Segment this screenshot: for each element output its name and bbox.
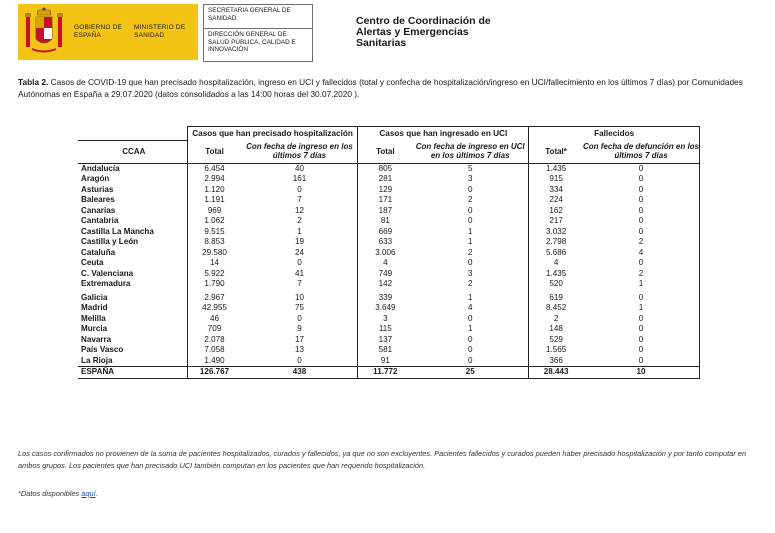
value-cell: 0 (583, 174, 700, 185)
value-cell: 5.686 (529, 248, 583, 259)
value-cell: 0 (467, 216, 473, 225)
value-cell: 749 (358, 269, 412, 280)
total-value-cell: 438 (241, 367, 357, 379)
value-cell: 0 (467, 184, 473, 194)
caption-label: Tabla 2. (18, 77, 49, 87)
value-cell: 915 (529, 174, 583, 185)
table-row (78, 290, 700, 304)
table-row (78, 206, 700, 217)
ccaa-name-cell: Aragón (81, 174, 110, 183)
datos-disponibles (18, 489, 98, 498)
ccaa-name-cell: Melilla (81, 313, 106, 323)
value-cell: 0 (297, 184, 302, 194)
value-cell: 3 (358, 314, 412, 325)
value-cell: 42.955 (187, 303, 241, 314)
value-cell: 2 (467, 195, 473, 204)
gobierno-label: GOBIERNO DE ESPAÑA (74, 24, 123, 39)
subheader-fall-total: Total* (529, 140, 583, 163)
value-cell: 5.922 (187, 269, 241, 280)
value-cell: 2 (529, 314, 583, 325)
ccaa-name-cell: Cantabria (81, 216, 119, 225)
value-cell: 7.058 (187, 345, 241, 356)
total-value-cell: 126.767 (187, 367, 241, 379)
ccaa-name-cell: C. Valenciana (81, 268, 134, 278)
table-row (78, 237, 700, 248)
value-cell: 1.120 (187, 185, 241, 196)
ccaa-name-cell: Baleares (81, 195, 115, 204)
value-cell: 805 (358, 163, 412, 174)
value-cell: 8.452 (529, 303, 583, 314)
value-cell: 3.006 (358, 248, 412, 259)
datos-link[interactable]: aquí (81, 489, 96, 498)
value-cell: 0 (583, 163, 700, 174)
value-cell: 12 (294, 205, 304, 215)
direccion-label: DIRECCIÓN GENERAL DE SALUD PÚBLICA, CALIDAD E INNOVACIÓN (208, 31, 296, 54)
table-row (78, 303, 700, 314)
value-cell: 0 (467, 313, 473, 323)
value-cell: 520 (529, 279, 583, 290)
value-cell: 339 (358, 290, 412, 304)
value-cell: 0 (467, 334, 473, 344)
value-cell: 0 (467, 258, 473, 267)
coat-of-arms-icon (24, 7, 64, 57)
value-cell: 0 (467, 205, 473, 215)
group-header-uci: Casos que han ingresado en UCI (358, 127, 529, 141)
government-logo-block (18, 4, 198, 60)
value-cell: 0 (583, 227, 700, 238)
value-cell: 3.649 (358, 303, 412, 314)
value-cell: 4 (583, 248, 700, 259)
value-cell: 161 (292, 174, 307, 183)
table-row (78, 314, 700, 325)
value-cell: 6.454 (187, 163, 241, 174)
value-cell: 9.515 (187, 227, 241, 238)
value-cell: 669 (358, 227, 412, 238)
value-cell: 0 (583, 185, 700, 196)
value-cell: 281 (358, 174, 412, 185)
table-row (78, 163, 700, 174)
caption-text: Casos de COVID-19 que han precisado hospitalización, ingreso en UCI y fallecidos (total y confecha de hospitalización/ingreso en UCI/fallecimiento en los últimos 7 días) por Comunidades Autónomas en España a 29.07.2020 (datos consolidados a las 14:00 horas del 30.07.2020 ). (18, 77, 743, 99)
value-cell: 969 (187, 206, 241, 217)
table-row (78, 279, 700, 290)
value-cell: 1.435 (529, 163, 583, 174)
value-cell: 0 (297, 258, 302, 267)
value-cell: 0 (583, 216, 700, 227)
total-row (78, 367, 700, 379)
ccaa-name-cell: Canarias (81, 205, 116, 215)
datos-suffix: . (95, 489, 98, 498)
value-cell: 8.853 (187, 237, 241, 248)
total-value-cell: 11.772 (358, 367, 412, 379)
table-row (78, 356, 700, 367)
secretaria-box (203, 4, 313, 62)
value-cell: 7 (297, 195, 302, 204)
value-cell: 75 (294, 303, 304, 312)
document-header (0, 0, 775, 66)
value-cell: 142 (358, 279, 412, 290)
value-cell: 1 (583, 303, 700, 314)
value-cell: 9 (297, 324, 302, 333)
value-cell: 2.798 (529, 237, 583, 248)
value-cell: 24 (294, 247, 304, 257)
group-header-fallecidos: Fallecidos (529, 127, 700, 141)
value-cell: 0 (297, 313, 302, 323)
value-cell: 10 (294, 292, 304, 302)
value-cell: 0 (583, 345, 700, 356)
subheader-hosp-total: Total (187, 140, 241, 163)
value-cell: 1 (297, 226, 302, 236)
value-cell: 46 (187, 314, 241, 325)
value-cell: 0 (583, 356, 700, 367)
total-value-cell: 25 (412, 367, 528, 379)
value-cell: 1.435 (529, 269, 583, 280)
value-cell: 41 (294, 268, 304, 278)
value-cell: 0 (297, 355, 302, 365)
secretaria-label: SECRETARIA GENERAL DE SANIDAD (204, 5, 312, 29)
value-cell: 40 (294, 163, 304, 173)
value-cell: 2.994 (187, 174, 241, 185)
group-header-hospitalizacion: Casos que han precisado hospitalización (187, 127, 358, 141)
covid-table (78, 126, 700, 379)
table-row (78, 227, 700, 238)
value-cell: 619 (529, 290, 583, 304)
value-cell: 14 (187, 258, 241, 269)
value-cell: 2 (297, 216, 302, 225)
value-cell: 0 (583, 290, 700, 304)
value-cell: 529 (529, 335, 583, 346)
value-cell: 3 (467, 174, 473, 183)
value-cell: 7 (297, 279, 302, 288)
subheader-uci-total: Total (358, 140, 412, 163)
value-cell: 115 (358, 324, 412, 335)
value-cell: 1.490 (187, 356, 241, 367)
value-cell: 91 (358, 356, 412, 367)
ccaa-name-cell: Castilla y León (81, 237, 139, 246)
subheader-fall-7dias: Con fecha de defunción en los últimos 7 días (583, 140, 700, 163)
value-cell: 366 (529, 356, 583, 367)
ccaa-name-cell: Madrid (81, 303, 108, 312)
subheader-uci-7dias: Con fecha de ingreso en UCI en los últimos 7 días (412, 140, 528, 163)
value-cell: 0 (583, 206, 700, 217)
value-cell: 3 (467, 268, 473, 278)
value-cell: 0 (583, 258, 700, 269)
value-cell: 334 (529, 185, 583, 196)
value-cell: 0 (467, 355, 473, 365)
table-row (78, 335, 700, 346)
value-cell: 2 (467, 279, 473, 288)
value-cell: 1 (467, 292, 473, 302)
table-row (78, 258, 700, 269)
value-cell: 19 (294, 237, 304, 246)
value-cell: 581 (358, 345, 412, 356)
value-cell: 0 (467, 345, 473, 354)
table-row (78, 269, 700, 280)
value-cell: 1 (467, 237, 473, 246)
table-row (78, 216, 700, 227)
ccaa-name-cell: Andalucía (81, 163, 120, 173)
value-cell: 224 (529, 195, 583, 206)
table-row (78, 174, 700, 185)
value-cell: 1.062 (187, 216, 241, 227)
ccaa-name-cell: Galicia (81, 292, 108, 302)
value-cell: 137 (358, 335, 412, 346)
value-cell: 187 (358, 206, 412, 217)
value-cell: 1 (467, 226, 473, 236)
value-cell: 2 (583, 237, 700, 248)
value-cell: 633 (358, 237, 412, 248)
total-label-cell: ESPAÑA (78, 367, 187, 379)
value-cell: 2 (583, 269, 700, 280)
ccaa-header-spacer (78, 127, 187, 141)
value-cell: 217 (529, 216, 583, 227)
subheader-hosp-7dias: Con fecha de ingreso en los últimos 7 días (241, 140, 357, 163)
value-cell: 17 (294, 334, 304, 344)
value-cell: 1.565 (529, 345, 583, 356)
ccaa-name-cell: Asturias (81, 184, 114, 194)
ministerio-label: MINISTERIO DE SANIDAD (134, 24, 186, 39)
value-cell: 129 (358, 185, 412, 196)
ccaa-name-cell: Extremadura (81, 279, 131, 288)
ccaa-name-cell: Castilla La Mancha (81, 226, 154, 236)
value-cell: 2 (467, 247, 473, 257)
table-caption (18, 77, 758, 100)
value-cell: 0 (583, 314, 700, 325)
value-cell: 1 (583, 279, 700, 290)
value-cell: 0 (583, 324, 700, 335)
ccaa-name-cell: La Rioja (81, 355, 113, 365)
value-cell: 162 (529, 206, 583, 217)
value-cell: 29.580 (187, 248, 241, 259)
datos-prefix: *Datos disponibles (18, 489, 82, 498)
total-value-cell: 28.443 (529, 367, 583, 379)
centro-title: Centro de Coordinación de Alertas y Emergencias Sanitarias (356, 15, 491, 49)
ccaa-name-cell: Cataluña (81, 247, 116, 257)
table-row (78, 248, 700, 259)
footnote: Los casos confirmados no provienen de la suma de pacientes hospitalizados, curados y fallecidos, ya que no son excluyentes. Pacientes fallecidos y curados pueden haber precisado hospitalización y por tanto computar en ambos grupos. Los pacientes que han precisado UCI también computan en los pacientes que han requerido hospitalización. (18, 449, 747, 470)
value-cell: 1.790 (187, 279, 241, 290)
value-cell: 148 (529, 324, 583, 335)
value-cell: 171 (358, 195, 412, 206)
value-cell: 4 (358, 258, 412, 269)
ccaa-name-cell: Navarra (81, 334, 112, 344)
value-cell: 709 (187, 324, 241, 335)
ccaa-name-cell: Ceuta (81, 258, 104, 267)
value-cell: 0 (583, 195, 700, 206)
value-cell: 13 (294, 345, 304, 354)
ccaa-name-cell: País Vasco (81, 345, 124, 354)
value-cell: 2.967 (187, 290, 241, 304)
table-body (78, 163, 700, 378)
value-cell: 4 (529, 258, 583, 269)
value-cell: 3.032 (529, 227, 583, 238)
value-cell: 5 (467, 163, 473, 173)
ccaa-name-cell: Murcia (81, 324, 108, 333)
table-row (78, 195, 700, 206)
table-row (78, 185, 700, 196)
ccaa-header: CCAA (78, 140, 187, 163)
total-value-cell: 10 (583, 367, 700, 379)
value-cell: 2.078 (187, 335, 241, 346)
table-row (78, 345, 700, 356)
value-cell: 4 (467, 303, 473, 312)
value-cell: 1 (467, 324, 473, 333)
value-cell: 81 (358, 216, 412, 227)
value-cell: 1.191 (187, 195, 241, 206)
table-row (78, 324, 700, 335)
value-cell: 0 (583, 335, 700, 346)
